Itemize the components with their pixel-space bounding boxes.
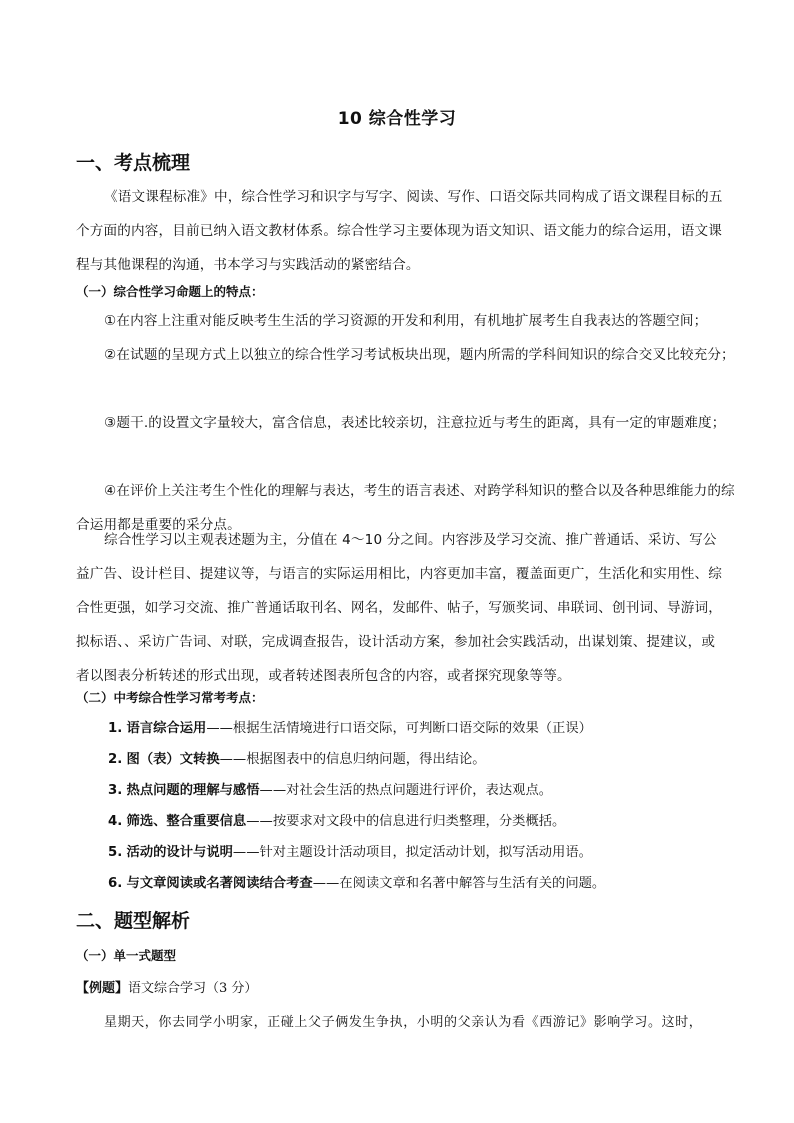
exam-point-desc: ——对社会生活的热点问题进行评价，表达观点。 [259,783,553,798]
example-label: 【例题】 [76,981,129,996]
exam-point-4 [108,810,748,829]
feature-item-2 [76,338,736,372]
exam-point-1 [108,717,748,736]
exam-point-desc: ——在阅读文章和名著中解答与生活有关的问题。 [312,876,606,891]
exam-point-desc: ——按要求对文段中的信息进行归类整理，分类概括。 [246,814,566,829]
exam-point-key: 语言综合运用 [126,721,207,736]
exam-point-number: 6. [108,876,123,891]
exam-point-number: 3. [108,783,123,798]
exam-point-number: 5. [108,845,123,860]
exam-point-6 [108,872,748,891]
exam-point-number: 1. [108,721,123,736]
section-heading-1: 一、考点梳理 [76,152,191,174]
example-text: 星期天，你去同学小明家，正碰上父子俩发生争执，小明的父亲认为看《西游记》影响学习。这时， [104,1015,703,1030]
subsection-heading-points: （二）中考综合性学习常考考点： [76,690,264,705]
exam-point-desc: ——根据生活情境进行口语交际，可判断口语交际的效果（正误） [206,721,592,736]
feature-item-4-text: ④在评价上关注考生个性化的理解与表达，考生的语言表述、对跨学科知识的整合以及各种思维能力的综合运用都是重要的采分点。 [76,483,735,533]
intro-paragraph: 《语文课程标准》中，综合性学习和识字与写字、阅读、写作、口语交际共同构成了语文课程目标的五个方面的内容，目前已纳入语文教材体系。综合性学习主要体现为语文知识、语文能力的综合运用，语文课程与其他课程的沟通，书本学习与实践活动的紧密结合。 [76,189,723,273]
summary-paragraph: 综合性学习以主观表述题为主，分值在 4～10 分之间。内容涉及学习交流、推广普通话、采访、写公益广告、设计栏目、提建议等，与语言的实际运用相比，内容更加丰富，覆盖面更广，生活化和实用性、综合性更强，如学习交流、推广普通话取刊名、网名，发邮件、帖子，写颁奖词、串联词、创刊词、导游词，拟标语、、采访广告词、对联，完成调查报告，设计活动方案，参加社会实践活动，出谋划策、提建议，或者以图表分析转述的形式出现，或者转述图表所包含的内容，或者探究现象等等。 [76,532,722,684]
feature-item-3 [76,406,736,440]
exam-point-5 [108,841,748,860]
exam-point-key: 热点问题的理解与感悟 [126,783,260,798]
exam-point-key: 活动的设计与说明 [126,845,233,860]
example-title: 语文综合学习（3 分） [128,981,258,996]
exam-point-key: 图（表）文转换 [126,752,220,767]
feature-item-3-text: ③题干.的设置文字量较大，富含信息，表述比较亲切，注意拉近与考生的距离，具有一定的审题难度； [104,415,726,431]
subsection-heading-features: （一）综合性学习命题上的特点： [76,284,264,299]
subsection-heading-single-type: （一）单一式题型 [76,948,177,963]
exam-point-desc: ——根据图表中的信息归纳问题，得出结论。 [219,752,486,767]
feature-item-2-text: ②在试题的呈现方式上以独立的综合性学习考试板块出现，题内所需的学科间知识的综合交叉比较充分； [104,347,735,363]
exam-point-3 [108,779,748,798]
exam-point-desc: ——针对主题设计活动项目，拟定活动计划，拟写活动用语。 [232,845,592,860]
example-header [76,977,257,996]
section-heading-2: 二、题型解析 [76,910,191,932]
exam-point-2 [108,748,748,767]
feature-item-1: ①在内容上注重对能反映考生生活的学习资源的开发和利用，有机地扩展考生自我表达的答题空间； [104,313,708,329]
exam-point-number: 2. [108,752,123,767]
exam-point-key: 与文章阅读或名著阅读结合考查 [126,876,313,891]
document-title: 10 综合性学习 [337,109,457,129]
exam-point-number: 4. [108,814,123,829]
exam-point-key: 筛选、整合重要信息 [126,814,247,829]
